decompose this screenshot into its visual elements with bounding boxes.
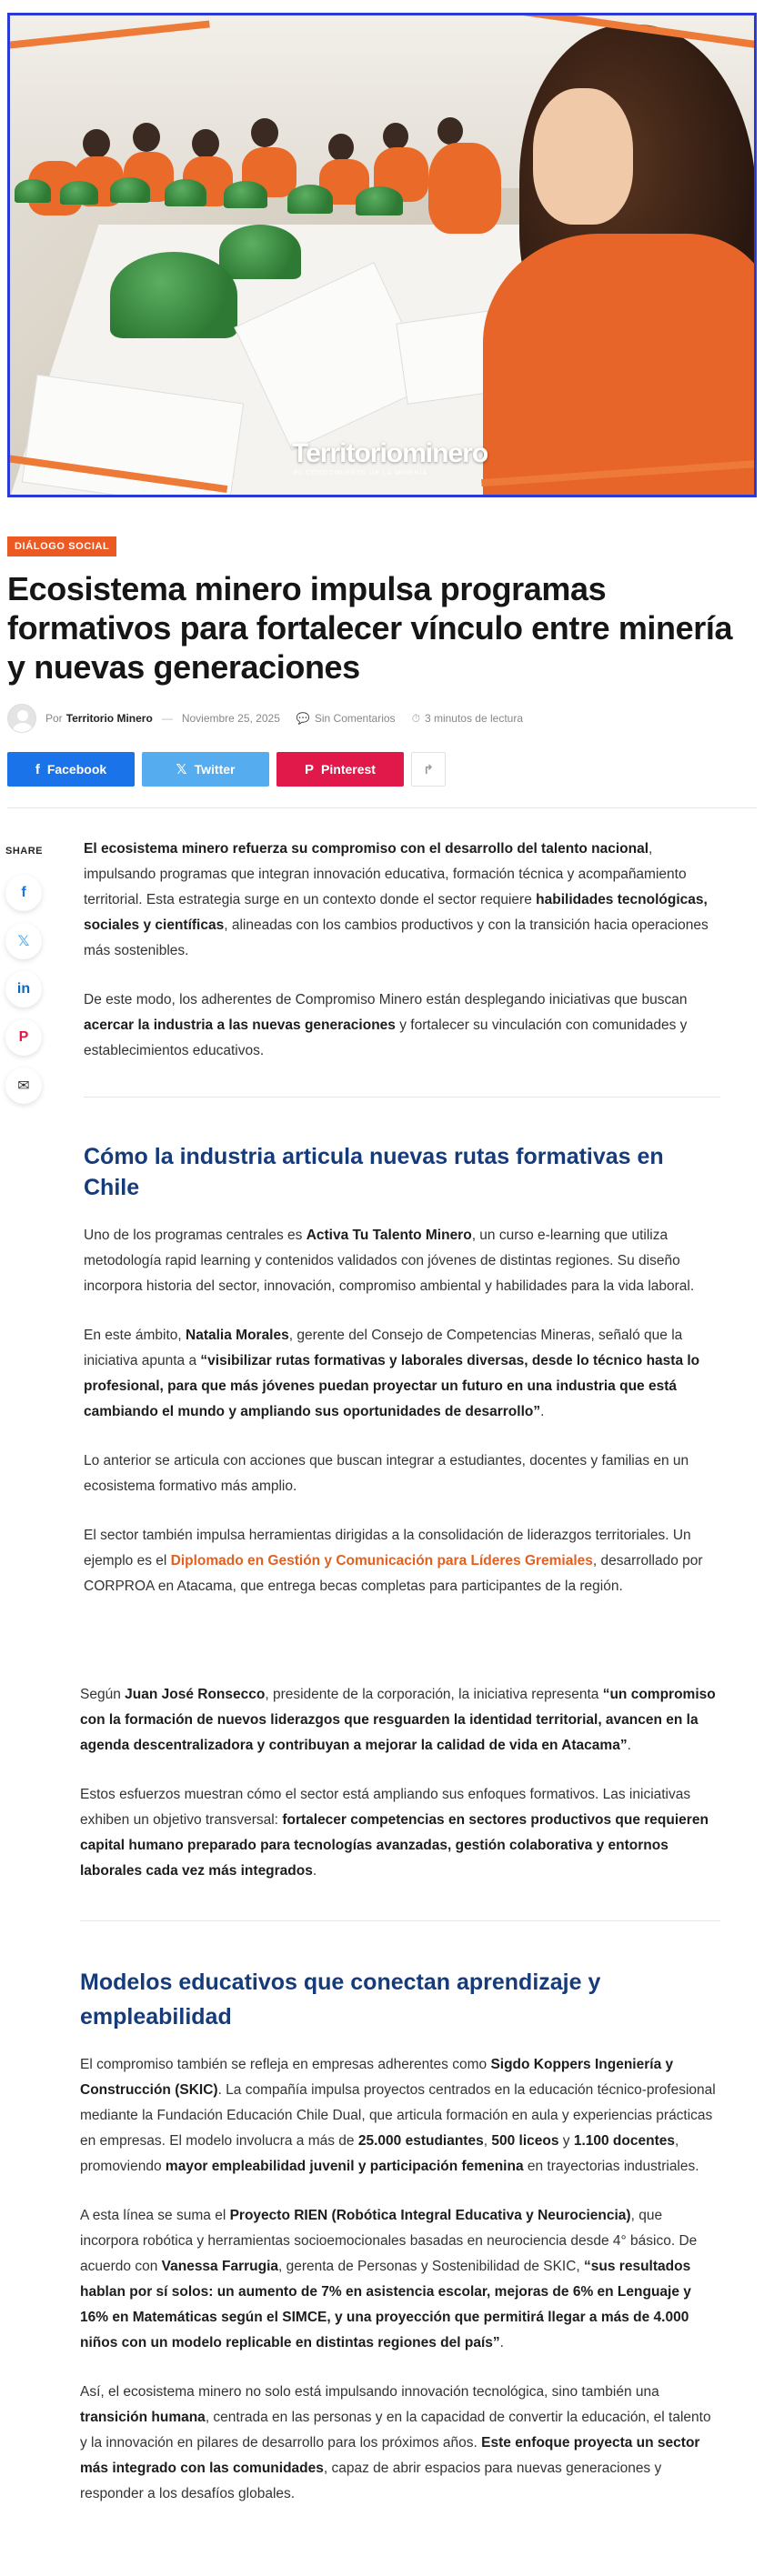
hero-worker-head xyxy=(251,118,278,147)
paragraph xyxy=(80,1682,720,1759)
paragraph xyxy=(84,1223,720,1299)
text: . xyxy=(627,1738,631,1753)
hero-worker-head xyxy=(328,134,354,161)
author-link[interactable]: Territorio Minero xyxy=(65,712,153,725)
bold-text: 25.000 estudiantes xyxy=(357,2133,484,2149)
hero-worker-head xyxy=(83,129,110,158)
article-body-continued xyxy=(80,1682,720,2531)
side-share-linkedin[interactable] xyxy=(5,971,42,1007)
share-pinterest-button[interactable] xyxy=(276,752,404,787)
paragraph xyxy=(80,2380,720,2507)
side-share-twitter[interactable] xyxy=(5,923,42,959)
text: , presidente de la corporación, la iniciativa representa xyxy=(265,1687,603,1702)
text: , que incorpora robótica y herramientas socioemocionales basadas en neurociencia desde 4° básico. De acuerdo con xyxy=(80,2208,698,2274)
facebook-icon: f xyxy=(21,885,26,900)
quote-text: “visibilizar rutas formativas y laborales diversas, desde lo técnico hasta lo profesional, para que más jóvenes puedan proyectar un futuro en una industria que está cambiando el mundo y ampliando sus oportunidades de desarrollo” xyxy=(84,1353,700,1419)
bold-text: Sigdo Koppers Ingeniería y Construcción (SKIC) xyxy=(80,2057,674,2098)
comments-label: Sin Comentarios xyxy=(314,712,396,725)
section-heading: Cómo la industria articula nuevas rutas formativas en Chile xyxy=(84,1144,664,1200)
side-share-pinterest[interactable] xyxy=(5,1019,42,1056)
text: , xyxy=(483,2133,492,2149)
quote-text: “sus resultados hablan por sí solos: un aumento de 7% en asistencia escolar, mejoras de 6% en Lenguaje y 16% en Matemáticas según el SIMCE, y una proyección que permitirá llegar a más de 4.000 niños con un modelo replicable en distintas regiones del país” xyxy=(80,2259,691,2350)
bold-text: Proyecto RIEN (Robótica Integral Educativa y Neurociencia) xyxy=(229,2208,631,2223)
text: , desarrollado por CORPROA en Atacama, que entrega becas completas para participantes de la región. xyxy=(84,1553,703,1594)
paragraph xyxy=(84,1323,720,1425)
linkedin-icon: in xyxy=(16,981,31,997)
text: en trayectorias industriales. xyxy=(523,2159,699,2174)
text: En este ámbito, xyxy=(84,1328,186,1343)
hero-image xyxy=(7,13,757,497)
divider xyxy=(80,1920,720,1921)
read-time xyxy=(412,712,523,726)
text: Estos esfuerzos muestran cómo el sector está ampliando sus enfoques formativos. Las iniciativas exhiben un objetivo transversal: xyxy=(80,1787,691,1828)
paragraph xyxy=(84,987,720,1064)
text: El compromiso también se refleja en empresas adherentes como xyxy=(80,2057,491,2072)
author-avatar[interactable] xyxy=(7,704,36,733)
paragraph xyxy=(84,1523,720,1599)
hero-helmet xyxy=(110,252,237,338)
hero-helmet xyxy=(356,186,403,216)
paragraph xyxy=(84,837,720,964)
side-share-label: SHARE xyxy=(5,846,44,857)
share-more-icon: ↱ xyxy=(423,761,434,777)
hero-helmet xyxy=(15,179,51,203)
share-pinterest-label: Pinterest xyxy=(321,762,376,777)
text: . xyxy=(312,1863,317,1879)
hero-worker xyxy=(428,143,501,234)
hero-worker-head xyxy=(437,117,463,145)
text: Según xyxy=(80,1687,126,1702)
hero-worker-head xyxy=(133,123,160,152)
diplomado-link[interactable]: Diplomado en Gestión y Comunicación para Líderes Gremiales xyxy=(170,1553,593,1569)
text: , centrada en las personas y en la capacidad de convertir la educación, el talento y la innovación en pilares de desarrollo para los próximos años. xyxy=(80,2410,711,2451)
article-body xyxy=(84,837,720,1623)
facebook-icon: f xyxy=(35,761,40,777)
bold-text: Este enfoque proyecta un sector más integrado con las comunidades xyxy=(80,2435,700,2476)
share-more-button[interactable] xyxy=(411,752,446,787)
meta-separator: — xyxy=(161,712,173,725)
hero-worker-head xyxy=(192,129,219,158)
paragraph: Lo anterior se articula con acciones que buscan integrar a estudiantes, docentes y familias en un ecosistema formativo más amplio. xyxy=(84,1453,689,1494)
bold-text: Juan José Ronsecco xyxy=(125,1687,266,1702)
twitter-icon: 𝕏 xyxy=(176,762,187,777)
bold-text: Natalia Morales xyxy=(186,1328,289,1343)
publish-date: Noviembre 25, 2025 xyxy=(181,712,280,725)
comment-icon: 💬 xyxy=(296,712,310,725)
hero-helmet xyxy=(165,179,206,206)
text: , gerenta de Personas y Sostenibilidad de SKIC, xyxy=(278,2259,585,2274)
hero-worker-head xyxy=(383,123,408,150)
read-time-label: 3 minutos de lectura xyxy=(424,712,523,725)
hero-helmet xyxy=(110,177,150,203)
share-facebook-label: Facebook xyxy=(46,762,107,777)
paragraph xyxy=(80,1782,720,1884)
share-buttons xyxy=(7,752,446,787)
section-heading: Modelos educativos que conectan aprendizaje y empleabilidad xyxy=(80,1970,601,2030)
paragraph xyxy=(80,2203,720,2356)
text: , un curso e-learning que utiliza metodología rapid learning y contenidos validados con jóvenes de distintas regiones. Su diseño incorpora historia del sector, innovación, compromiso ambiental y habilidades para la vida laboral. xyxy=(84,1228,695,1294)
side-share-bar xyxy=(5,846,44,1116)
text: y fortalecer su vinculación con comunidades y establecimientos educativos. xyxy=(84,1017,688,1058)
text: . xyxy=(540,1404,545,1419)
text: . La compañía impulsa proyectos centrados en la educación técnico-profesional mediante la Fundación Educación Chile Dual, que articula formación en aula y experiencias prácticas en empresas. El modelo involucra a más de xyxy=(80,2082,716,2149)
hero-helmet xyxy=(287,185,333,214)
text: , promoviendo xyxy=(80,2133,679,2174)
category-badge[interactable]: DIÁLOGO SOCIAL xyxy=(7,536,116,556)
bold-text: 1.100 docentes xyxy=(573,2133,675,2149)
bold-text: fortalecer competencias en sectores productivos que requieren capital humano preparado para tecnologías avanzadas, gestión colaborativa y entornos laborales cada vez más integrados xyxy=(80,1812,709,1879)
twitter-icon: 𝕏 xyxy=(17,934,30,949)
hero-woman-face xyxy=(533,88,633,225)
article-meta xyxy=(7,703,539,734)
hero-helmet xyxy=(224,181,267,208)
divider xyxy=(84,1097,720,1098)
bold-text: Activa Tu Talento Minero xyxy=(306,1228,472,1243)
meta-by: Por xyxy=(45,712,63,725)
bold-text: Vanessa Farrugia xyxy=(161,2259,278,2274)
bold-text: acercar la industria a las nuevas generaciones xyxy=(84,1017,396,1033)
side-share-email[interactable] xyxy=(5,1067,42,1104)
text: , impulsando programas que integran innovación educativa, formación técnica y acompañamiento territorial. Esta estrategia surge en un contexto donde el sector requiere xyxy=(84,841,687,907)
pinterest-icon: P xyxy=(305,761,315,777)
paragraph xyxy=(80,2052,720,2180)
text: A esta línea se suma el xyxy=(80,2208,230,2223)
side-share-facebook[interactable] xyxy=(5,875,42,911)
bold-text: El ecosistema minero refuerza su compromiso con el desarrollo del talento nacional xyxy=(84,841,649,857)
text: El sector también impulsa herramientas dirigidas a la consolidación de liderazgos territoriales. Un ejemplo es el xyxy=(84,1528,691,1569)
share-twitter-label: Twitter xyxy=(194,762,236,777)
email-icon: ✉ xyxy=(17,1078,30,1094)
comments-link[interactable] xyxy=(297,712,396,725)
bold-text: 500 liceos xyxy=(491,2133,559,2149)
text: , gerente del Consejo de Competencias Mineras, señaló que la iniciativa apunta a xyxy=(84,1328,683,1368)
text: . xyxy=(499,2335,504,2350)
quote-text: “un compromiso con la formación de nuevos liderazgos que resguarden la identidad territorial, avancen en la agenda descentralizadora y contribuyan a mejorar la calidad de vida en Atacama” xyxy=(80,1687,716,1753)
clock-icon: ⏱ xyxy=(411,711,420,725)
share-facebook-button[interactable] xyxy=(7,752,135,787)
bold-text: mayor empleabilidad juvenil y participación femenina xyxy=(165,2159,524,2174)
share-twitter-button[interactable] xyxy=(142,752,269,787)
hero-logo: Territoriominero xyxy=(292,438,488,468)
text: , capaz de abrir espacios para nuevas generaciones y responder a los desafíos globales. xyxy=(80,2461,662,2501)
hero-helmet xyxy=(60,181,98,205)
pinterest-icon: P xyxy=(18,1029,29,1045)
hero-woman-body xyxy=(483,234,757,497)
hero-logo-sub: EL CONOCIMIENTO DE LA MINERÍA xyxy=(294,470,428,476)
text: Así, el ecosistema minero no solo está impulsando innovación tecnológica, sino también una xyxy=(80,2384,659,2400)
divider xyxy=(7,807,757,808)
text: , alineadas con los cambios productivos y con la transición hacia operaciones más sostenibles. xyxy=(84,917,709,958)
hero-helmet xyxy=(219,225,301,279)
bold-text: transición humana xyxy=(80,2410,206,2425)
text: De este modo, los adherentes de Compromiso Minero están desplegando iniciativas que buscan xyxy=(84,992,688,1007)
article-title: Ecosistema minero impulsa programas formativos para fortalecer vínculo entre minería y nuevas generaciones xyxy=(7,570,733,686)
bold-text: habilidades tecnológicas, sociales y científicas xyxy=(84,892,708,933)
text: Uno de los programas centrales es xyxy=(84,1228,307,1243)
text: y xyxy=(558,2133,574,2149)
